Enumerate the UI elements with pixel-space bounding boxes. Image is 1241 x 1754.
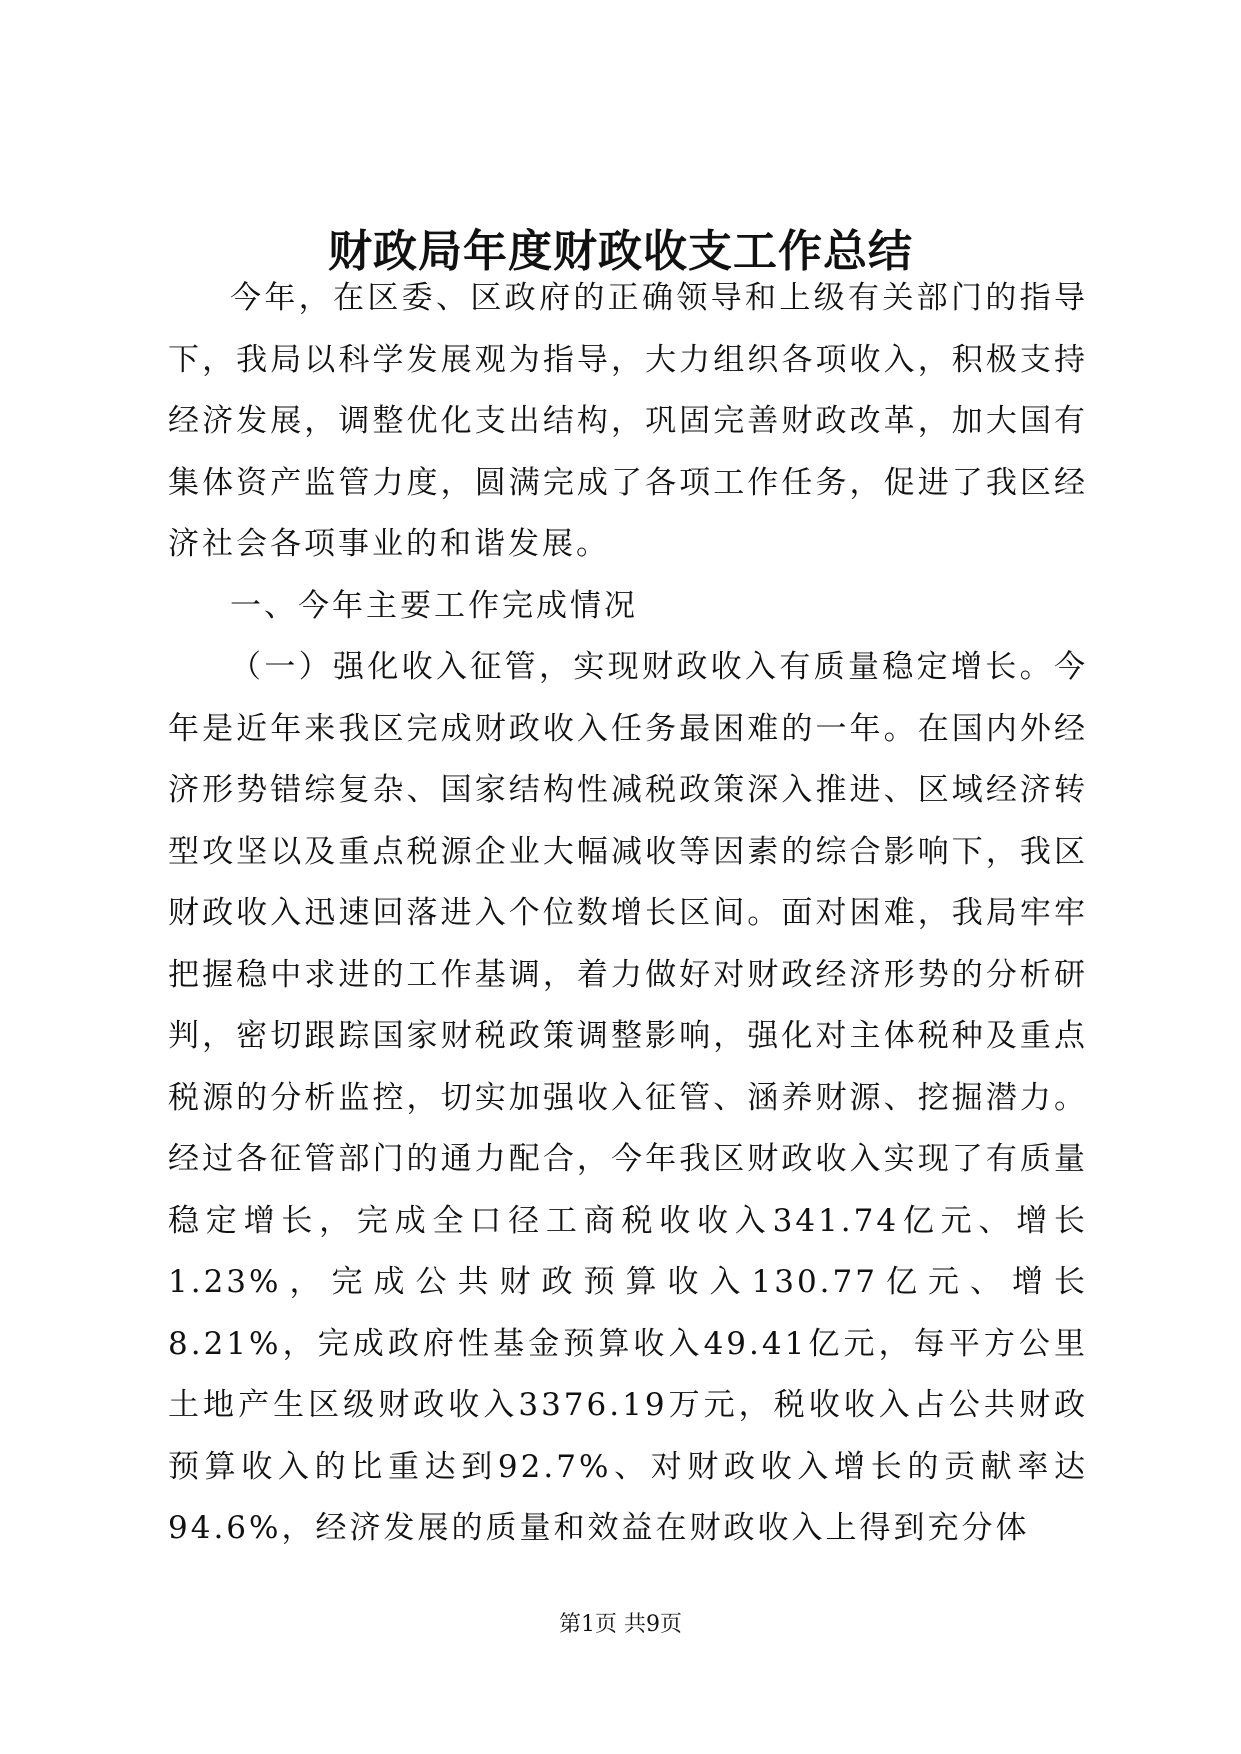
section-heading: 一、今年主要工作完成情况 bbox=[230, 587, 638, 624]
document-title: 财政局年度财政收支工作总结 bbox=[328, 226, 913, 277]
paragraph-revenue: （一）强化收入征管，实现财政收入有质量稳定增长。今年是近年来我区完成财政收入任务最困难的一年。在国内外经济形势错综复杂、国家结构性减税政策深入推进、区域经济转型攻坚以及重点税源企业大幅减收等因素的综合影响下，我区财政收入迅速回落进入个位数增长区间。面对困难，我局牢牢把握稳中求进的工作基调，着力做好对财政经济形势的分析研判，密切跟踪国家财税政策调整影响，强化对主体税种及重点税源的分析监控，切实加强收入征管、涵养财源、挖掘潜力。经过各征管部门的通力配合，今年我区财政收入实现了有质量稳定增长，完成全口径工商税收收入341.74亿元、增长1.23%，完成公共财政预算收入130.77亿元、增长8.21%，完成政府性基金预算收入49.41亿元，每平方公里土地产生区级财政收入3376.19万元，税收收入占公共财政预算收入的比重达到92.7%、对财政收入增长的贡献率达94.6%，经济发展的质量和效益在财政收入上得到充分体 bbox=[168, 649, 1088, 1546]
document-body bbox=[168, 268, 1088, 1560]
page-footer: 第1页 共9页 bbox=[559, 1612, 682, 1637]
paragraph-intro: 今年，在区委、区政府的正确领导和上级有关部门的指导下，我局以科学发展观为指导，大力组织各项收入，积极支持经济发展，调整优化支出结构，巩固完善财政改革，加大国有集体资产监管力度，圆满完成了各项工作任务，促进了我区经济社会各项事业的和谐发展。 bbox=[168, 280, 1088, 562]
